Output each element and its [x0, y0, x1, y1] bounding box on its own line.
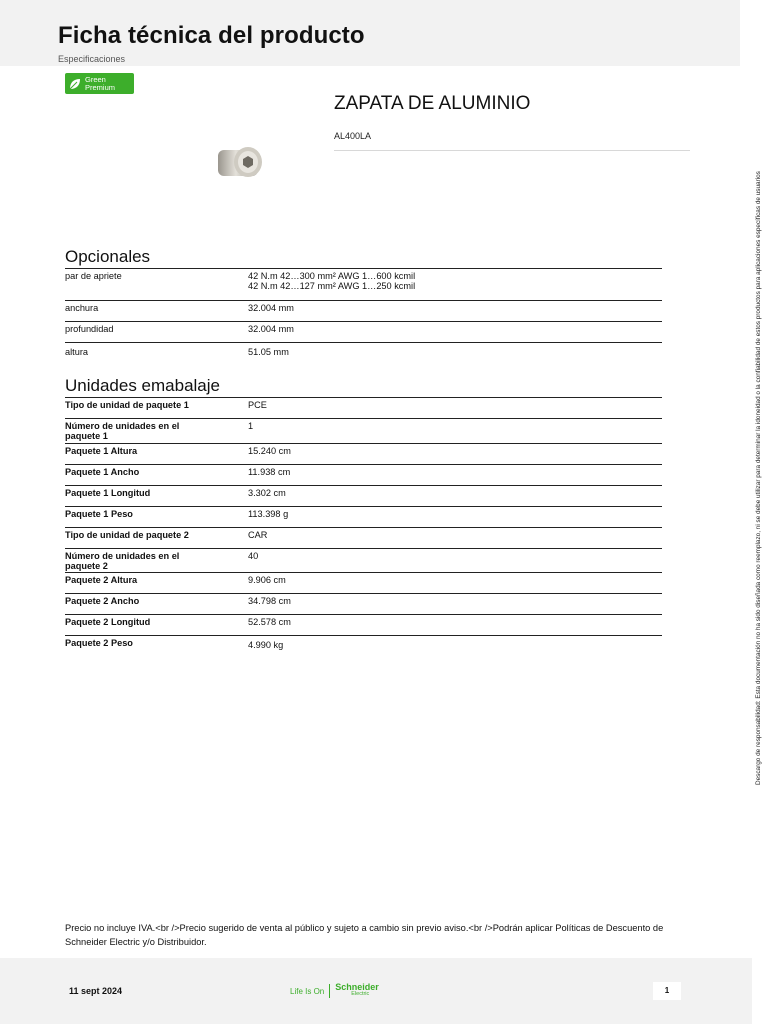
- table-row: [65, 343, 662, 365]
- row-value: 40: [248, 551, 259, 561]
- row-value-line1: 42 N.m 42…300 mm² AWG 1…600 kcmil: [248, 271, 416, 281]
- table-row: [65, 507, 662, 528]
- row-value: CAR: [248, 530, 268, 540]
- brand-name: Schneider: [335, 982, 379, 992]
- row-label: anchura: [65, 303, 99, 313]
- section-title-opcionales: Opcionales: [65, 247, 151, 266]
- row-label: Paquete 2 Ancho: [65, 596, 140, 606]
- table-row: [65, 465, 662, 486]
- page-number: 1: [653, 982, 681, 1000]
- row-label: profundidad: [65, 324, 114, 334]
- brand-tagline: Life Is On: [290, 986, 325, 996]
- row-label: par de apriete: [65, 271, 122, 281]
- row-label: Paquete 2 Longitud: [65, 617, 151, 627]
- table-row: [65, 615, 662, 636]
- row-label: Paquete 1 Ancho: [65, 467, 140, 477]
- row-value: 32.004 mm: [248, 303, 294, 313]
- table-row: [65, 549, 662, 573]
- table-row: [65, 269, 662, 301]
- table-opcionales: [65, 268, 662, 365]
- row-value: 113.398 g: [248, 509, 289, 519]
- table-row: [65, 573, 662, 594]
- row-label: altura: [65, 347, 88, 357]
- table-unidades: [65, 397, 662, 657]
- table-row: [65, 528, 662, 549]
- row-value: 32.004 mm: [248, 324, 294, 334]
- row-value: 11.938 cm: [248, 467, 291, 477]
- badge-line2: Premium: [85, 82, 116, 92]
- page-title: Ficha técnica del producto: [58, 22, 365, 49]
- table-row: [65, 594, 662, 615]
- table-row: [65, 398, 662, 419]
- row-label: Número de unidades en el paquete 1: [65, 421, 180, 441]
- table-row: [65, 444, 662, 465]
- logo-separator: [329, 984, 330, 998]
- row-value: 4.990 kg: [248, 640, 284, 650]
- row-label: Tipo de unidad de paquete 1: [65, 400, 189, 410]
- side-disclaimer: Descargo de responsabilidad: Esta documentación no ha sido diseñada como reemplazo, ni se debe utilizar para determinar la idoneidad o la confiabilidad de estos productos para aplicaciones específicas de usuarios: [755, 171, 762, 785]
- row-value: 15.240 cm: [248, 446, 291, 456]
- row-value: 9.906 cm: [248, 575, 286, 585]
- schneider-logo: [290, 984, 379, 998]
- row-value: 1: [248, 421, 254, 431]
- table-row: [65, 301, 662, 322]
- table-row: [65, 322, 662, 343]
- row-label: Paquete 2 Altura: [65, 575, 138, 585]
- row-label: Paquete 1 Altura: [65, 446, 138, 456]
- row-value: 34.798 cm: [248, 596, 291, 606]
- row-label: Número de unidades en el paquete 2: [65, 551, 180, 571]
- badge-line1: Green: [85, 74, 106, 84]
- green-premium-badge: [65, 73, 134, 94]
- table-row: [65, 486, 662, 507]
- row-value: PCE: [248, 400, 267, 410]
- brand-sub: Electric: [351, 991, 370, 997]
- row-label: Paquete 2 Peso: [65, 638, 133, 648]
- row-label: Paquete 1 Peso: [65, 509, 133, 519]
- table-row: [65, 636, 662, 657]
- footer-note: Precio no incluye IVA.<br />Precio sugerido de venta al público y sujeto a cambio sin previo aviso.<br />Podrán aplicar Políticas de Descuento de Schneider Electric y/o Distribuidor.: [65, 923, 664, 947]
- table-row: [65, 419, 662, 444]
- product-name: ZAPATA DE ALUMINIO: [334, 93, 531, 114]
- divider: [334, 150, 690, 151]
- row-value-line2: 42 N.m 42…127 mm² AWG 1…250 kcmil: [248, 281, 416, 291]
- row-value: 3.302 cm: [248, 488, 286, 498]
- row-label: Tipo de unidad de paquete 2: [65, 530, 189, 540]
- leaf-icon: [68, 77, 82, 91]
- product-reference: AL400LA: [334, 131, 372, 141]
- product-image: [212, 140, 268, 186]
- row-value: [248, 269, 415, 300]
- section-title-unidades: Unidades emabalaje: [65, 376, 220, 395]
- page-subtitle: Especificaciones: [58, 54, 126, 64]
- row-value: 51.05 mm: [248, 347, 289, 357]
- row-label: Paquete 1 Longitud: [65, 488, 151, 498]
- footer-date: 11 sept 2024: [69, 986, 123, 996]
- row-value: 52.578 cm: [248, 617, 291, 627]
